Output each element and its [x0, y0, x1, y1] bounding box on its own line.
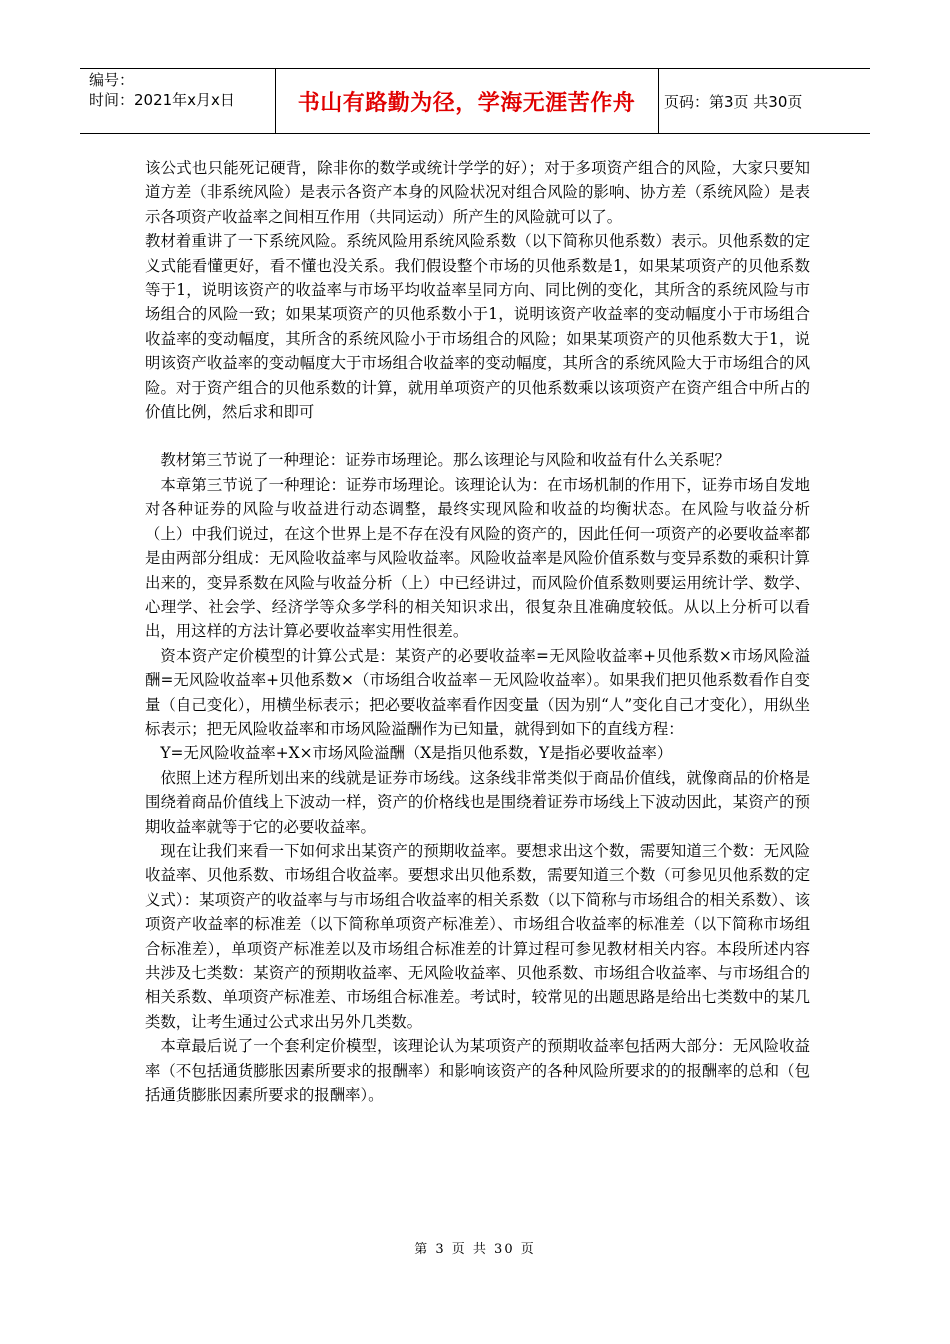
body-paragraph: 教材第三节说了一种理论：证券市场理论。那么该理论与风险和收益有什么关系呢？	[160, 451, 730, 470]
body-paragraph: 教材着重讲了一下系统风险。系统风险用系统风险系数（以下简称贝他系数）表示。贝他系数的定义式能看懂更好，看不懂也没关系。我们假设整个市场的贝他系数是1，如果某项资产的贝他系数等于1，说明该资产的收益率与市场平均收益率呈同方向、同比例的变化，其所含的系统风险与市场组合的风险一致；如果某项资产的贝他系数小于1，说明该资产收益率的变动幅度小于市场组合收益率的变动幅度，其所含的系统风险小于市场组合的风险；如果某项资产的贝他系数大于1，说明该资产收益率的变动幅度大于市场组合收益率的变动幅度，其所含的系统风险大于市场组合的风险。对于资产组合的贝他系数的计算，就用单项资产的贝他系数乘以该项资产在资产组合中所占的价值比例，然后求和即可	[145, 232, 810, 422]
body-paragraph: 该公式也只能死记硬背，除非你的数学或统计学学的好）；对于多项资产组合的风险，大家只要知道方差（非系统风险）是表示各资产本身的风险状况对组合风险的影响、协方差（系统风险）是表示各项资产收益率之间相互作用（共同运动）所产生的风险就可以了。	[145, 159, 810, 226]
header-page-info: 页码：第3页 共30页	[664, 92, 803, 111]
document-number-label: 编号：	[89, 71, 135, 89]
page-footer: 第 3 页 共 30 页	[414, 1242, 536, 1257]
body-paragraph: 资本资产定价模型的计算公式是：某资产的必要收益率=无风险收益率+贝他系数×市场风险溢酬=无风险收益率+贝他系数×（市场组合收益率－无风险收益率）。如果我们把贝他系数看作自变量（自己变化），用横坐标表示；把必要收益率看作因变量（因为别“人”变化自己才变化），用纵坐标表示；把无风险收益率和市场风险溢酬作为已知量，就得到如下的直线方程：	[145, 646, 810, 738]
body-paragraph: 现在让我们来看一下如何求出某资产的预期收益率。要想求出这个数，需要知道三个数：无风险收益率、贝他系数、市场组合收益率。要想求出贝他系数，需要知道三个数（可参见贝他系数的定义式）：某项资产的收益率与与市场组合收益率的相关系数（以下简称与市场组合的相关系数）、该项资产收益率的标准差（以下简称单项资产标准差）、市场组合收益率的标准差（以下简称市场组合标准差），单项资产标准差以及市场组合标准差的计算过程可参见教材相关内容。本段所述内容共涉及七类数：某资产的预期收益率、无风险收益率、贝他系数、市场组合收益率、与市场组合的相关系数、单项资产标准差、市场组合标准差。考试时，较常见的出题思路是给出七类数中的某几类数，让考生通过公式求出另外几类数。	[145, 841, 810, 1031]
header-meta	[89, 70, 235, 110]
document-time-label: 时间：2021年x月x日	[89, 91, 235, 109]
header-divider	[658, 68, 659, 134]
page-header	[80, 68, 870, 134]
body-paragraph: 本章最后说了一个套利定价模型，该理论认为某项资产的预期收益率包括两大部分：无风险收益率（不包括通货膨胀因素所要求的报酬率）和影响该资产的各种风险所要求的的报酬率的总和（包括通货膨胀因素所要求的报酬率）。	[145, 1037, 810, 1105]
header-motto: 书山有路勤为径，学海无涯苦作舟	[297, 90, 636, 116]
body-paragraph: 依照上述方程所划出来的线就是证券市场线。这条线非常类似于商品价值线，就像商品的价格是围绕着商品价值线上下波动一样，资产的价格线也是围绕着证券市场线上下波动因此，某资产的预期收益率就等于它的必要收益率。	[145, 768, 810, 836]
formula-line: Y=无风险收益率+X×市场风险溢酬（X是指贝他系数，Y是指必要收益率）	[160, 744, 673, 763]
document-body	[145, 156, 810, 1107]
paragraph-gap	[145, 424, 810, 448]
body-paragraph: 本章第三节说了一种理论：证券市场理论。该理论认为：在市场机制的作用下，证券市场自发地对各种证券的风险与收益进行动态调整，最终实现风险和收益的均衡状态。在风险与收益分析（上）中我们说过，在这个世界上是不存在没有风险的资产的，因此任何一项资产的必要收益率都是由两部分组成：无风险收益率与风险收益率。风险收益率是风险价值系数与变异系数的乘积计算出来的，变异系数在风险与收益分析（上）中已经讲过，而风险价值系数则要运用统计学、数学、心理学、社会学、经济学等众多学科的相关知识求出，很复杂且准确度较低。从以上分析可以看出，用这样的方法计算必要收益率实用性很差。	[145, 475, 810, 641]
